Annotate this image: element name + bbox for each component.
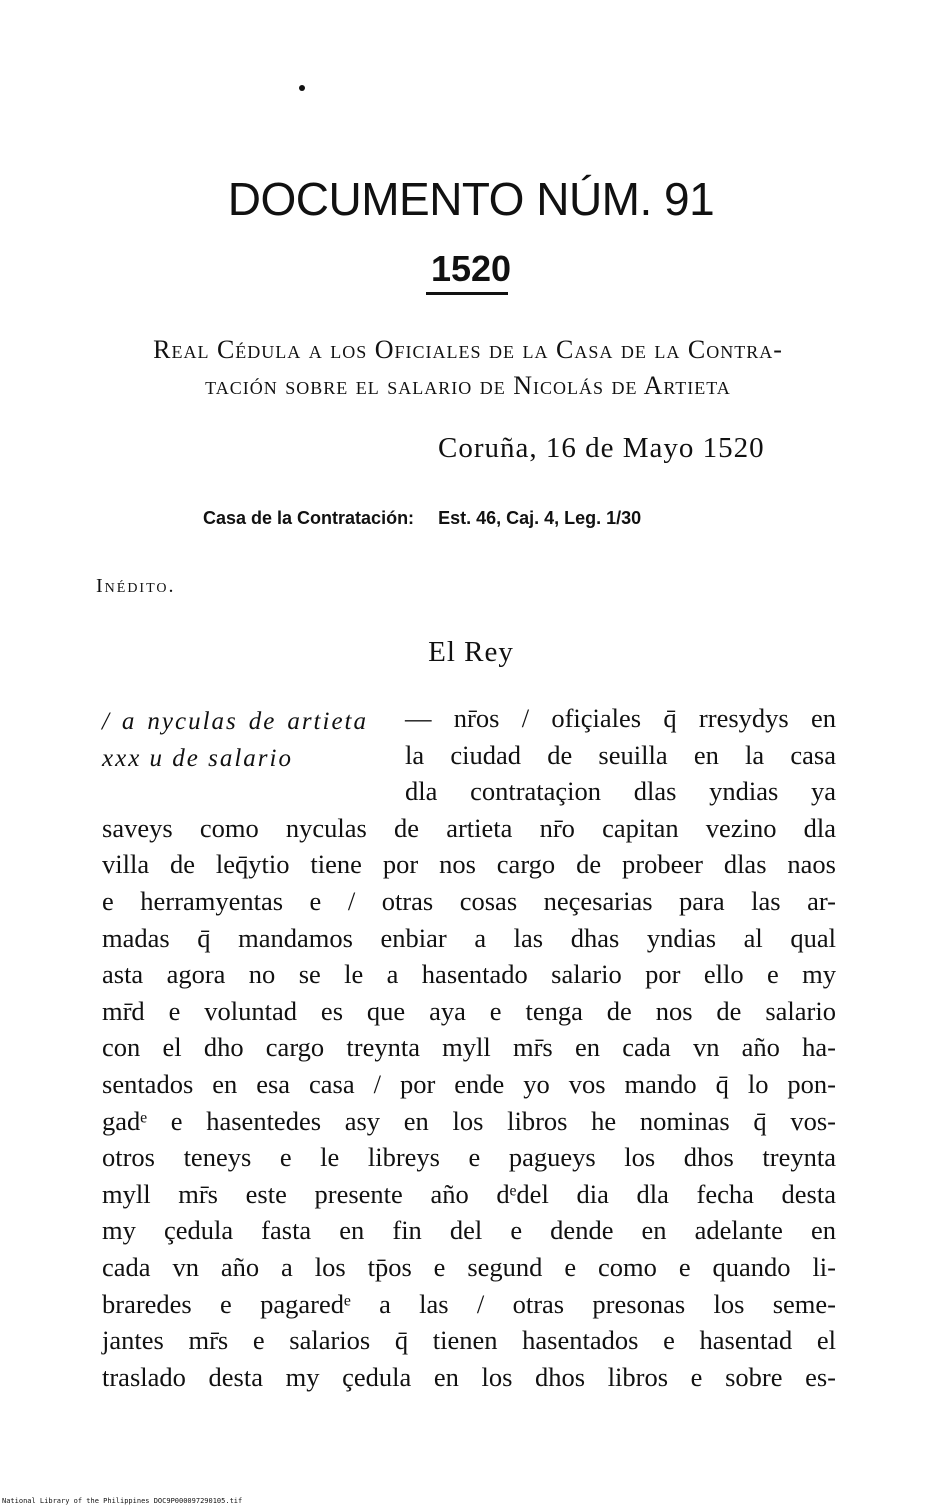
body-line: sentados en esa casa / por ende yo vos mando q̄ lo pon- [102, 1068, 836, 1099]
body-line: asta agora no se le a hasentado salario por ello e my [102, 959, 836, 990]
body-line: madas q̄ mandamos enbiar a las dhas yndias al qual [102, 922, 836, 953]
body-line: jantes mr̄s e salarios q̄ tienen hasentados e hasentad el [102, 1325, 836, 1356]
place-and-date: Coruña, 16 de Mayo 1520 [438, 432, 765, 464]
scan-footer-note: National Library of the Philippines DOC9P000097290105.tif [2, 1497, 243, 1505]
body-line: mr̄d e voluntad es que aya e tenga de nos de salario [102, 995, 836, 1026]
document-subtitle [70, 332, 866, 404]
body-line: la ciudad de seuilla en la casa [405, 739, 836, 770]
body-line: — nr̄os / ofiçiales q̄ rresydys en [405, 703, 836, 733]
subtitle-line-1: Real Cédula a los Oficiales de la Casa de la Contra- [153, 335, 783, 364]
document-title: DOCUMENTO NÚM. 91 [227, 173, 715, 225]
archive-label: Casa de la Contratación: [203, 508, 415, 528]
margin-note: / a nyculas de artieta xxx u de salario [102, 708, 368, 772]
archive-ref: Est. 46, Caj. 4, Leg. 1/30 [438, 508, 642, 528]
salutation: El Rey [428, 636, 514, 668]
body-line: myll mr̄s este presente año dᵉdel dia dla fecha desta [102, 1178, 836, 1209]
body-line: e herramyentas e / otras cosas neçesarias para las ar- [102, 885, 836, 916]
body-line: my çedula fasta en fin del e dende en adelante en [102, 1215, 836, 1246]
archive-reference [203, 508, 641, 529]
body-line: cada vn año a los tp̄os e segund e como e quando li- [102, 1251, 836, 1282]
body-line: saveys como nyculas de artieta nr̄o capitan vezino dla [102, 812, 836, 843]
body-line: traslado desta my çedula en los dhos libros e sobre es- [102, 1361, 836, 1392]
ink-speck [299, 85, 305, 91]
body-line: otros teneys e le libreys e pagueys los dhos treynta [102, 1142, 836, 1173]
body-line: con el dho cargo treynta myll mr̄s en cada vn año ha- [102, 1032, 836, 1063]
body-line: dla contrataçion dlas yndias ya [405, 776, 836, 807]
document-year: 1520 [430, 248, 512, 289]
document-body [102, 700, 836, 1395]
body-line: villa de leq̄ytio tiene por nos cargo de probeer dlas naos [102, 849, 836, 880]
body-line: braredes e pagaredᵉ a las / otras presonas los seme- [102, 1288, 836, 1319]
publication-status: Inédito. [96, 575, 176, 597]
subtitle-line-2: tación sobre el salario de Nicolás de Artieta [205, 371, 731, 400]
year-underline [426, 292, 508, 295]
body-line: gadᵉ e hasentedes asy en los libros he nominas q̄ vos- [102, 1105, 836, 1136]
